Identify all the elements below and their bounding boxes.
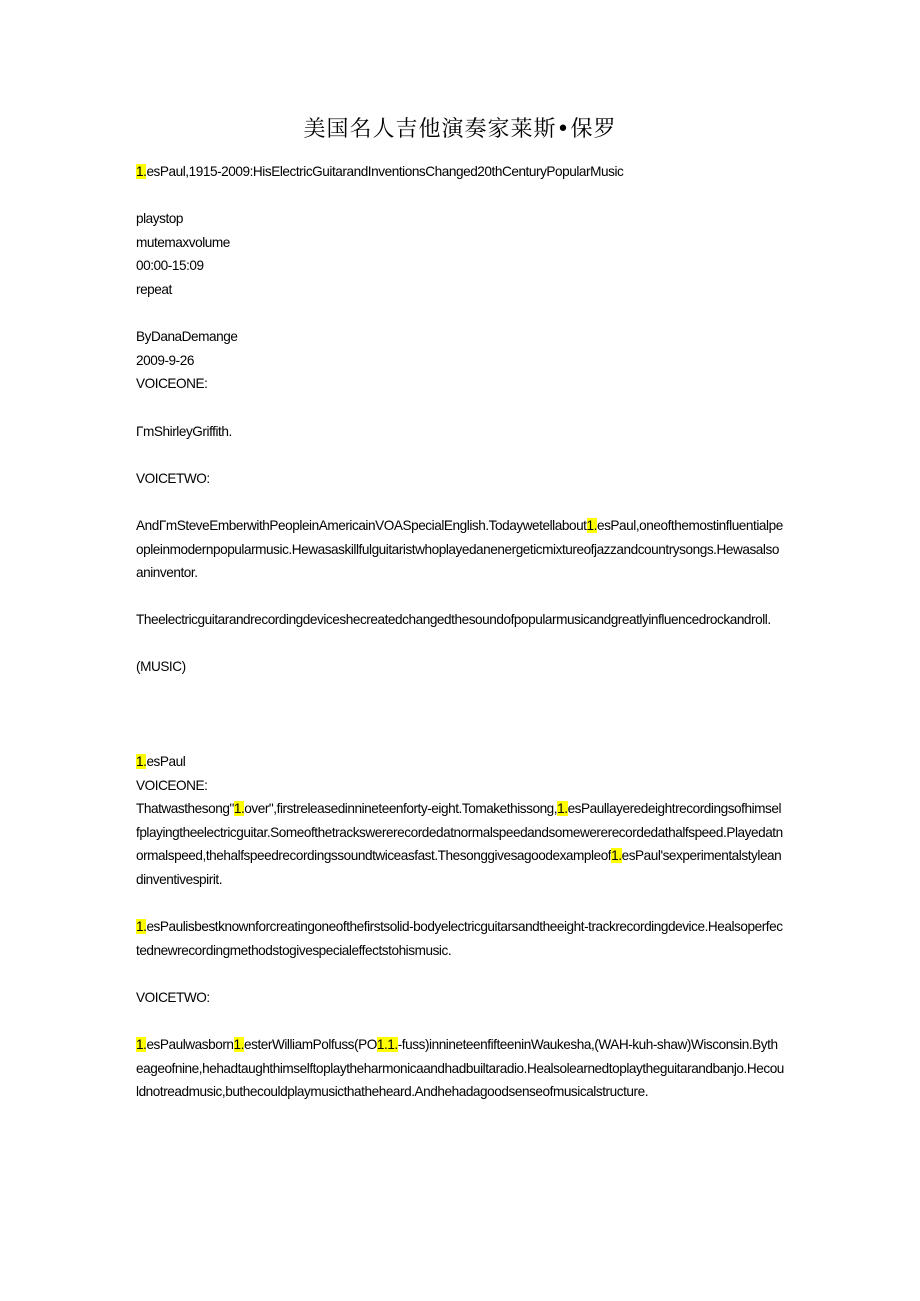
document-body [136, 160, 784, 1104]
player-play-stop: playstop [136, 211, 184, 227]
highlight-mark: 1. [136, 754, 147, 770]
player-mute-volume: mutemaxvolume [136, 234, 230, 250]
speaker-label-two: VOICETWO: [136, 990, 210, 1005]
paragraph-shirley: ΓmShirleyGriffith. [136, 423, 232, 439]
document-title: 美国名人吉他演奏家莱斯•保罗 [303, 117, 617, 142]
paragraph-born: 1.esPaulwasborn1.esterWilliamPolfuss(PO1.1.-fuss)innineteenfifteeninWaukesha,(WAH-kuh-shaw)Wisconsin.Bytheageofnine,hehadtaughthimselftoplaytheharmonicaandhadbuiltaradio.Healsolearnedtoplaytheguitarandbanjo.Hecouldnotreadmusic,buthecouldplaymusicthatheheard.Andhehadagoodsenseofmusicalstructure. [136, 1037, 784, 1100]
highlight-mark: 1.1. [376, 1037, 398, 1053]
player-time: 00:00-15:09 [136, 258, 204, 274]
speaker-label-one: VOICEONE: [136, 777, 208, 793]
paragraph-electric-guitar: Theelectricguitarandrecordingdeviceshecreatedchangedthesoundofpopularmusicandgreatlyinfluencedrockandroll. [136, 612, 771, 628]
highlight-mark: 1. [586, 517, 597, 533]
headline-text: esPaul,1915-2009:HisElectricGuitarandInventionsChanged20thCenturyPopularMusic [146, 164, 624, 179]
highlight-mark: 1. [233, 801, 245, 817]
player-repeat: repeat [136, 281, 172, 297]
caption: 1.esPaul [136, 754, 186, 770]
highlight-mark: 1. [136, 164, 147, 179]
highlight-mark: 1. [557, 801, 568, 817]
highlight-mark: 1. [136, 919, 147, 935]
paragraph-song: Thatwasthesong"1.over",firstreleasedinnineteenforty-eight.Tomakethissong,1.esPaullayeredeightrecordingsofhimselfplayingtheelectricguitar.Someofthetrackswererecordedatnormalspeedandsomewererecordedathalfspeed.Playedatnormalspeed,thehalfspeedrecordingssoundtwiceasfast.Thesonggivesagoodexampleof1.esPaul'sexperimentalstyleandinventivespirit. [136, 801, 783, 888]
speaker-label-two: VOICETWO: [136, 470, 210, 486]
paragraph-intro: AndΓmSteveEmberwithPeopleinAmericainVOASpecialEnglish.Todaywetellabout1.esPaul,oneofthemostinfluentialpeopleinmodernpopularmusic.Hewasaskillfulguitaristwhoplayedanenergeticmixtureofjazzandcountrysongs.Hewasalsoaninventor. [136, 517, 783, 581]
speaker-label-one: VOICEONE: [136, 376, 208, 392]
highlight-mark: 1. [611, 848, 622, 864]
byline: ByDanaDemange [136, 329, 238, 345]
headline-line [136, 160, 784, 184]
paragraph-best-known: 1.esPaulisbestknownforcreatingoneofthefirstsolid-bodyelectricguitarsandtheeight-trackrecordingdevice.Healsoperfectednewrecordingmethodstogivespecialeffectstohismusic. [136, 919, 783, 958]
highlight-mark: 1. [233, 1037, 244, 1053]
highlight-mark: 1. [136, 1037, 147, 1053]
date: 2009-9-26 [136, 352, 194, 368]
music-cue: (MUSIC) [136, 659, 186, 675]
